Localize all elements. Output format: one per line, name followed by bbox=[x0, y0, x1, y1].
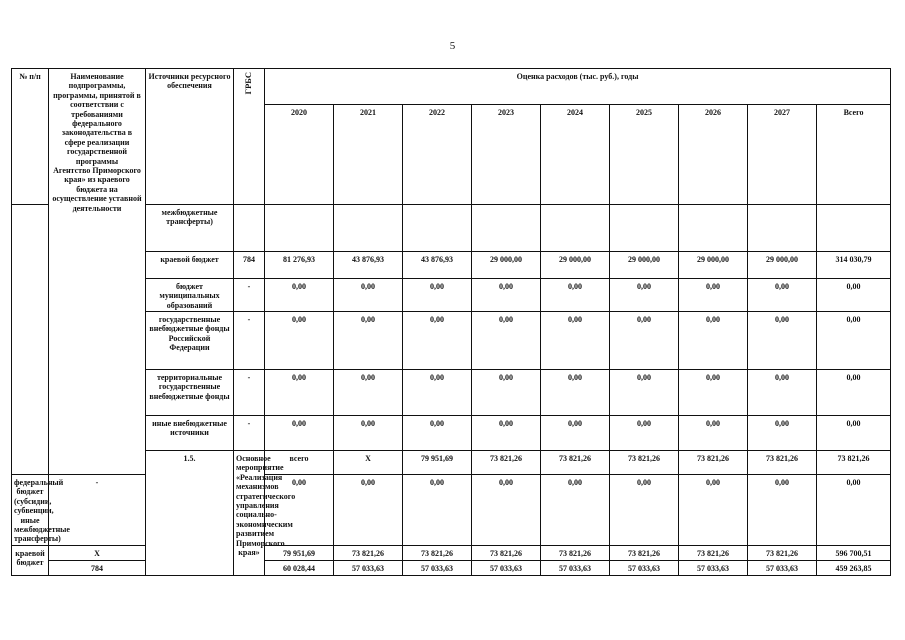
value-cell: 0,00 bbox=[610, 475, 679, 546]
value-cell: 73 821,26 bbox=[541, 546, 610, 561]
value-cell: 43 876,93 bbox=[334, 252, 403, 279]
value-cell: 0,00 bbox=[748, 475, 817, 546]
source-cell: всего bbox=[265, 451, 334, 475]
value-cell: 0,00 bbox=[679, 475, 748, 546]
value-cell: 0,00 bbox=[334, 279, 403, 312]
grbs-cell: - bbox=[234, 279, 265, 312]
value-cell: 57 033,63 bbox=[472, 561, 541, 576]
value-cell: 73 821,26 bbox=[748, 451, 817, 475]
value-cell: 0,00 bbox=[679, 312, 748, 370]
value-cell: 60 028,44 bbox=[265, 561, 334, 576]
value-cell bbox=[403, 205, 472, 252]
grbs-cell: 784 bbox=[49, 561, 146, 576]
value-cell: 73 821,26 bbox=[472, 546, 541, 561]
value-cell: 0,00 bbox=[541, 475, 610, 546]
value-cell: 57 033,63 bbox=[541, 561, 610, 576]
value-cell bbox=[748, 205, 817, 252]
value-cell bbox=[610, 205, 679, 252]
value-cell: 73 821,26 bbox=[472, 451, 541, 475]
value-cell: 0,00 bbox=[403, 279, 472, 312]
table-row bbox=[12, 546, 891, 561]
value-cell: 29 000,00 bbox=[679, 252, 748, 279]
grbs-cell: - bbox=[234, 312, 265, 370]
value-cell: 0,00 bbox=[541, 416, 610, 451]
grbs-cell: X bbox=[334, 451, 403, 475]
value-cell: 0,00 bbox=[472, 279, 541, 312]
year-header: 2025 bbox=[610, 105, 679, 205]
value-cell: 0,00 bbox=[610, 279, 679, 312]
program-name-continued: Агентство Приморского края» из краевого бюджета на осуществление уставной деятельности bbox=[52, 166, 142, 213]
value-cell: 73 821,26 bbox=[748, 546, 817, 561]
value-cell: 0,00 bbox=[610, 312, 679, 370]
total-cell bbox=[817, 205, 891, 252]
value-cell: 29 000,00 bbox=[541, 252, 610, 279]
grbs-cell: - bbox=[234, 416, 265, 451]
source-cell: межбюджетные трансферты) bbox=[146, 205, 234, 252]
total-cell: 0,00 bbox=[817, 475, 891, 546]
value-cell bbox=[334, 205, 403, 252]
year-header: 2023 bbox=[472, 105, 541, 205]
value-cell: 0,00 bbox=[265, 279, 334, 312]
total-cell: 314 030,79 bbox=[817, 252, 891, 279]
value-cell: 29 000,00 bbox=[472, 252, 541, 279]
grbs-cell: 784 bbox=[234, 252, 265, 279]
source-cell: федеральный бюджет (субсидии, субвенции, иные межбюджетные трансферты) bbox=[12, 475, 49, 546]
item-number: 1.5. bbox=[146, 451, 234, 576]
total-cell: 459 263,85 bbox=[817, 561, 891, 576]
value-cell: 0,00 bbox=[541, 279, 610, 312]
num-cell-empty bbox=[12, 205, 49, 475]
total-cell: 596 700,51 bbox=[817, 546, 891, 561]
value-cell: 57 033,63 bbox=[403, 561, 472, 576]
value-cell: 81 276,93 bbox=[265, 252, 334, 279]
value-cell: 73 821,26 bbox=[610, 451, 679, 475]
value-cell: 0,00 bbox=[472, 475, 541, 546]
header-row bbox=[12, 69, 891, 105]
year-header: 2027 bbox=[748, 105, 817, 205]
value-cell: 0,00 bbox=[472, 416, 541, 451]
grbs-cell: - bbox=[49, 475, 146, 546]
value-cell: 57 033,63 bbox=[679, 561, 748, 576]
col-header-num: № п/п bbox=[12, 69, 49, 205]
value-cell: 0,00 bbox=[748, 312, 817, 370]
value-cell: 0,00 bbox=[334, 370, 403, 416]
value-cell bbox=[679, 205, 748, 252]
total-cell: 0,00 bbox=[817, 370, 891, 416]
year-header: 2022 bbox=[403, 105, 472, 205]
table-row bbox=[12, 561, 891, 576]
value-cell: 0,00 bbox=[403, 475, 472, 546]
value-cell: 79 951,69 bbox=[403, 451, 472, 475]
value-cell: 0,00 bbox=[265, 370, 334, 416]
value-cell: 0,00 bbox=[679, 370, 748, 416]
value-cell: 0,00 bbox=[610, 370, 679, 416]
value-cell: 0,00 bbox=[472, 312, 541, 370]
year-header: 2021 bbox=[334, 105, 403, 205]
source-cell: иные внебюджетные источники bbox=[146, 416, 234, 451]
col-header-grbs: ГРБС bbox=[243, 72, 254, 95]
value-cell: 57 033,63 bbox=[748, 561, 817, 576]
year-header: 2020 bbox=[265, 105, 334, 205]
value-cell bbox=[265, 205, 334, 252]
table-row bbox=[12, 475, 891, 546]
program-name-cell bbox=[49, 69, 146, 475]
grbs-cell bbox=[234, 205, 265, 252]
source-cell: краевой бюджет bbox=[12, 546, 49, 576]
value-cell: 0,00 bbox=[403, 370, 472, 416]
total-cell: 0,00 bbox=[817, 416, 891, 451]
value-cell: 0,00 bbox=[679, 279, 748, 312]
value-cell: 43 876,93 bbox=[403, 252, 472, 279]
year-header: 2026 bbox=[679, 105, 748, 205]
value-cell: 73 821,26 bbox=[679, 451, 748, 475]
col-header-estimate: Оценка расходов (тыс. руб.), годы bbox=[265, 69, 891, 105]
value-cell: 57 033,63 bbox=[610, 561, 679, 576]
value-cell: 73 821,26 bbox=[610, 546, 679, 561]
value-cell: 73 821,26 bbox=[334, 546, 403, 561]
total-cell: 0,00 bbox=[817, 312, 891, 370]
item-name: Основное мероприятие «Реализация механизмов стратегического управления социально-экономическим развитием Приморского края» bbox=[234, 451, 265, 576]
value-cell: 73 821,26 bbox=[403, 546, 472, 561]
value-cell: 0,00 bbox=[334, 475, 403, 546]
value-cell: 0,00 bbox=[403, 312, 472, 370]
value-cell: 0,00 bbox=[265, 312, 334, 370]
value-cell: 0,00 bbox=[265, 475, 334, 546]
value-cell: 0,00 bbox=[334, 416, 403, 451]
source-cell: государственные внебюджетные фонды Российской Федерации bbox=[146, 312, 234, 370]
value-cell: 0,00 bbox=[541, 312, 610, 370]
value-cell bbox=[541, 205, 610, 252]
value-cell: 57 033,63 bbox=[334, 561, 403, 576]
col-header-source: Источники ресурсного обеспечения bbox=[146, 69, 234, 205]
value-cell: 0,00 bbox=[748, 370, 817, 416]
grbs-cell: X bbox=[49, 546, 146, 561]
value-cell bbox=[472, 205, 541, 252]
value-cell: 73 821,26 bbox=[679, 546, 748, 561]
value-cell: 0,00 bbox=[748, 279, 817, 312]
value-cell: 0,00 bbox=[610, 416, 679, 451]
value-cell: 29 000,00 bbox=[610, 252, 679, 279]
budget-table bbox=[11, 68, 891, 576]
source-cell: бюджет муниципальных образований bbox=[146, 279, 234, 312]
source-cell: краевой бюджет bbox=[146, 252, 234, 279]
value-cell: 0,00 bbox=[472, 370, 541, 416]
value-cell: 79 951,69 bbox=[265, 546, 334, 561]
value-cell: 0,00 bbox=[748, 416, 817, 451]
value-cell: 73 821,26 bbox=[541, 451, 610, 475]
value-cell: 29 000,00 bbox=[748, 252, 817, 279]
value-cell: 0,00 bbox=[403, 416, 472, 451]
col-header-grbs-cell bbox=[234, 69, 265, 205]
year-header: 2024 bbox=[541, 105, 610, 205]
total-header: Всего bbox=[817, 105, 891, 205]
total-cell: 0,00 bbox=[817, 279, 891, 312]
source-cell: территориальные государственные внебюджетные фонды bbox=[146, 370, 234, 416]
value-cell: 0,00 bbox=[334, 312, 403, 370]
col-header-name: Наименование подпрограммы, программы, принятой в соответствии с требованиями федерального законодательства в сфере реализации государственной программы bbox=[53, 72, 141, 166]
value-cell: 0,00 bbox=[265, 416, 334, 451]
value-cell: 0,00 bbox=[541, 370, 610, 416]
page-number: 5 bbox=[449, 40, 456, 52]
grbs-cell: - bbox=[234, 370, 265, 416]
value-cell: 0,00 bbox=[679, 416, 748, 451]
value-cell: 73 821,26 bbox=[817, 451, 891, 475]
